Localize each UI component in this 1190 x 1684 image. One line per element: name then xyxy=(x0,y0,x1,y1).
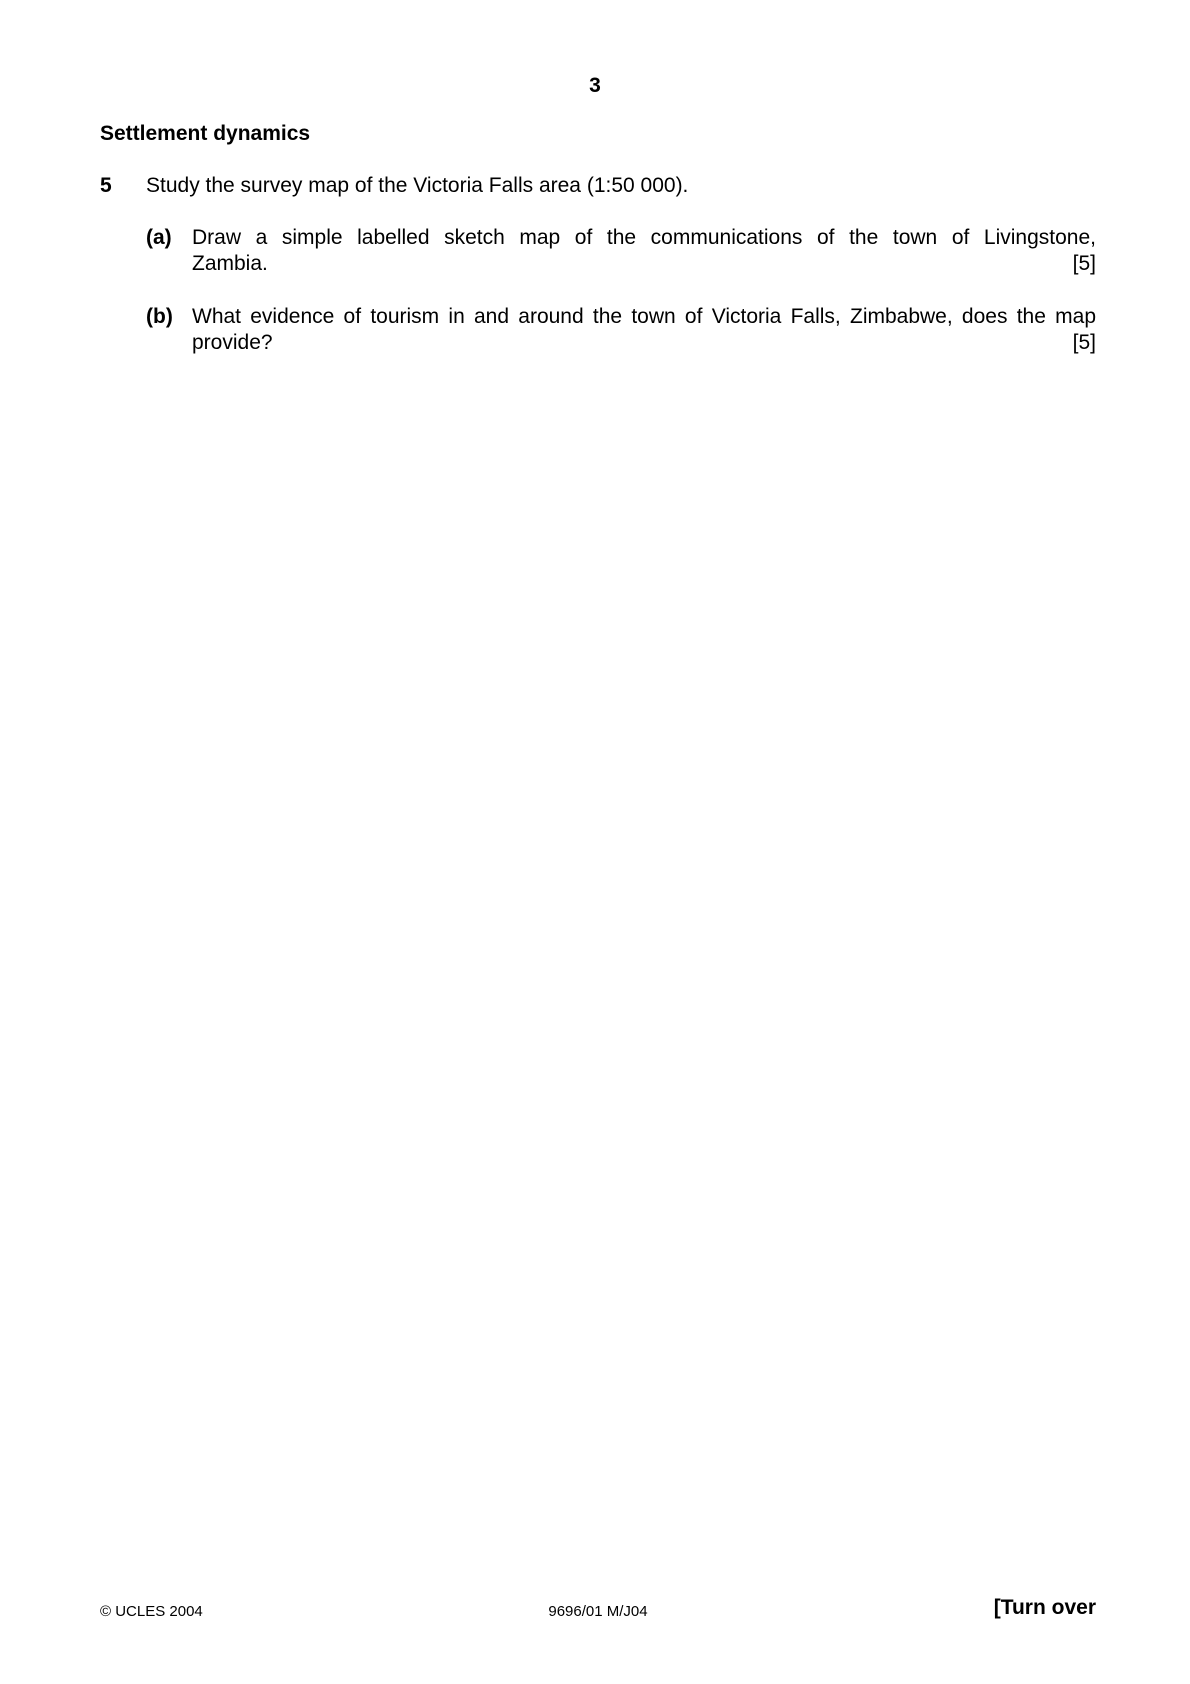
part-label: (b) xyxy=(146,305,173,328)
page-footer xyxy=(100,1596,1096,1626)
part-label: (a) xyxy=(146,226,172,249)
part-text-line2: Zambia. xyxy=(192,252,268,275)
part-marks: [5] xyxy=(1072,252,1096,275)
copyright-notice: © UCLES 2004 xyxy=(100,1603,203,1620)
part-body xyxy=(192,304,1096,356)
page-number: 3 xyxy=(589,74,601,97)
part-text-line2-row xyxy=(192,330,1096,356)
part-text-line1: What evidence of tourism in and around the town of Victoria Falls, Zimbabwe, does the map xyxy=(192,305,1096,328)
question-text: Study the survey map of the Victoria Falls area (1:50 000). xyxy=(146,174,689,197)
part-text-line2-row xyxy=(192,251,1096,277)
part-body xyxy=(192,225,1096,277)
section-title: Settlement dynamics xyxy=(100,122,311,145)
part-text-line1: Draw a simple labelled sketch map of the communications of the town of Livingstone, xyxy=(192,226,1096,249)
paper-code: 9696/01 M/J04 xyxy=(548,1603,648,1620)
question-number: 5 xyxy=(100,174,112,197)
turn-over-label: [Turn over xyxy=(993,1596,1096,1619)
part-marks: [5] xyxy=(1072,331,1096,354)
part-text-line2: provide? xyxy=(192,331,273,354)
